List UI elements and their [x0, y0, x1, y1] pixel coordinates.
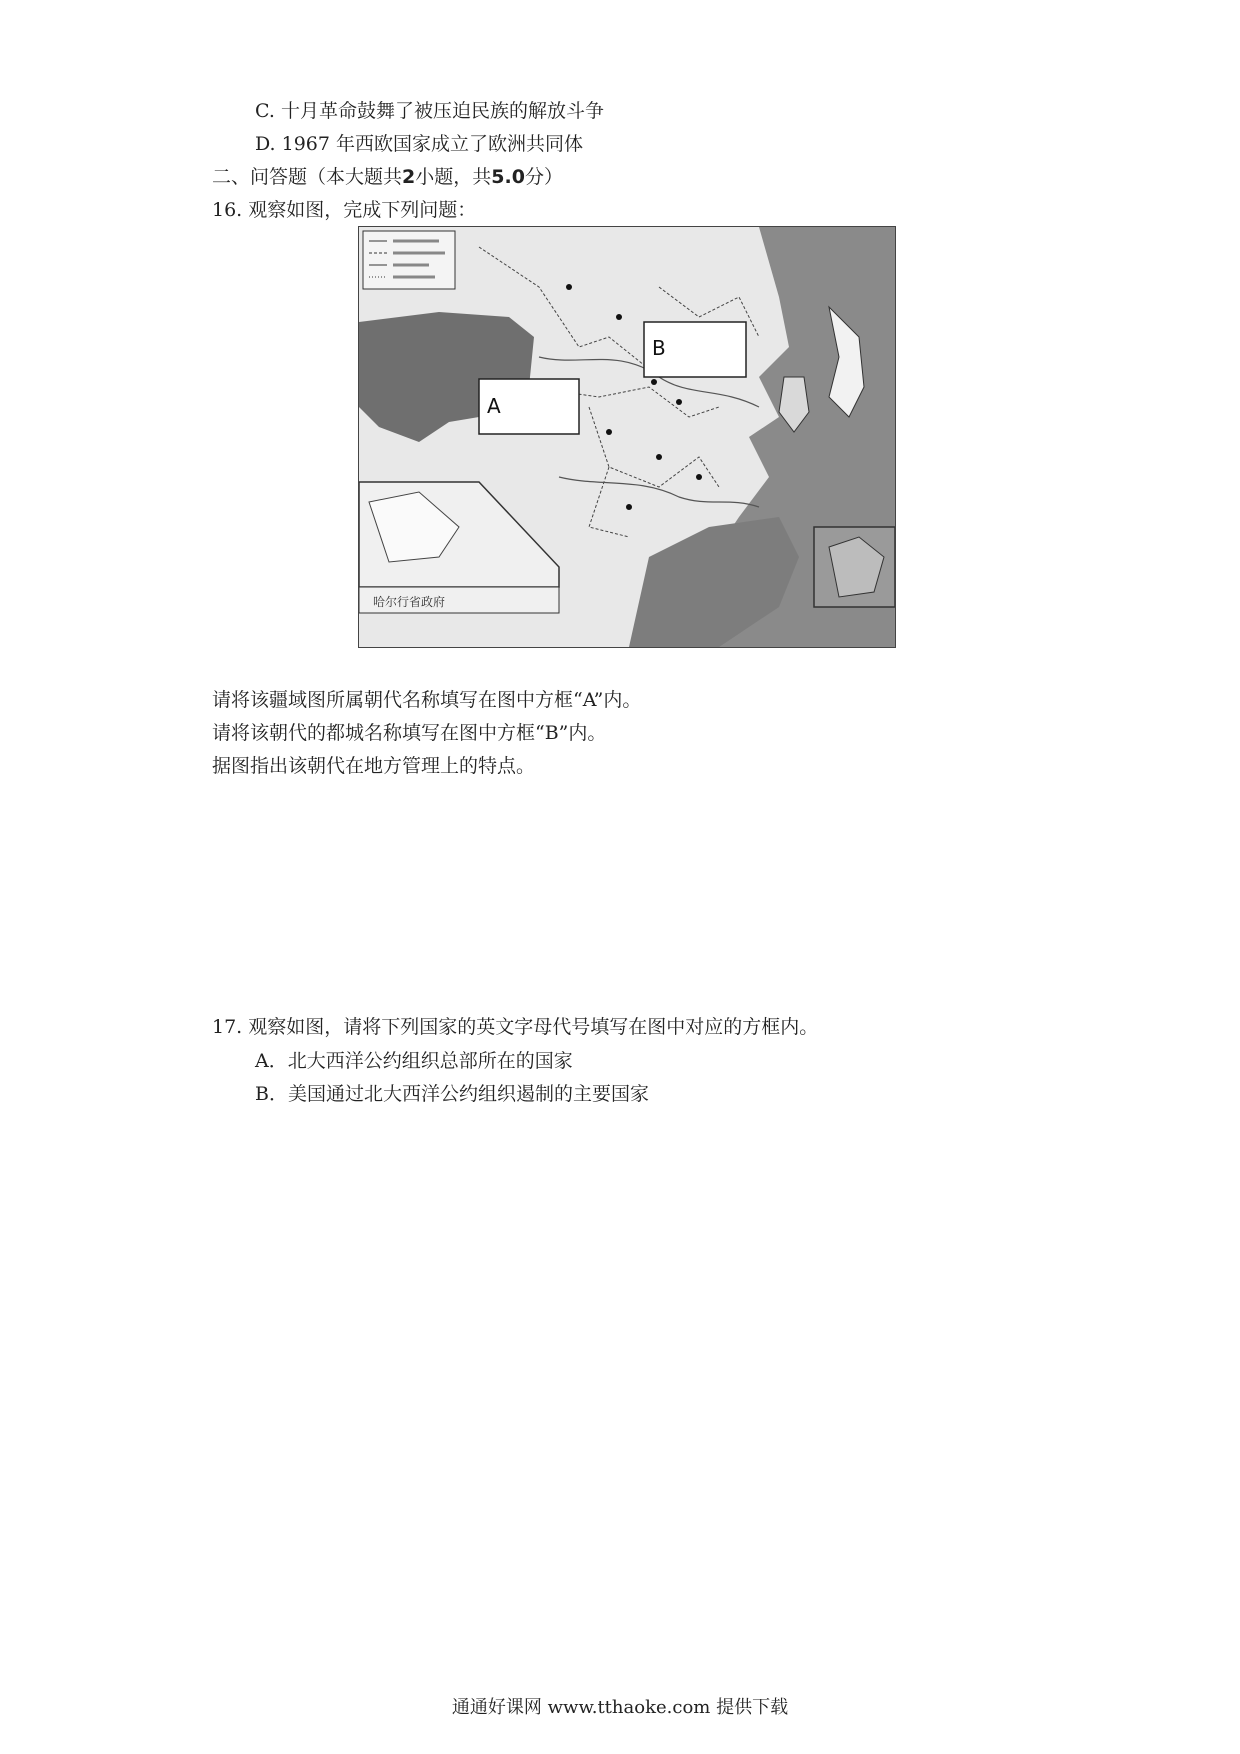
section-title-prefix: 二、问答题（本大题共 [212, 166, 403, 188]
q16-subq-2: 请将该朝代的都城名称填写在图中方框“B”内。 [212, 722, 607, 744]
section-count: 2 [402, 166, 416, 188]
inset-caption: 哈尔行省政府 [373, 595, 446, 609]
box-b-label: B [652, 336, 666, 360]
q16-subq-3: 据图指出该朝代在地方管理上的特点。 [212, 755, 536, 777]
section-title [212, 165, 563, 189]
dynasty-territory-map [358, 226, 896, 648]
section-title-suffix: 分） [524, 166, 563, 188]
q17-option-b: B．美国通过北大西洋公约组织遏制的主要国家 [255, 1083, 649, 1105]
q16-stem: 16. 观察如图，完成下列问题： [212, 199, 477, 221]
box-a-label: A [487, 394, 501, 418]
q16-subq-1: 请将该疆域图所属朝代名称填写在图中方框“A”内。 [212, 689, 642, 711]
q17-option-a: A．北大西洋公约组织总部所在的国家 [255, 1050, 573, 1072]
option-d: D. 1967 年西欧国家成立了欧洲共同体 [255, 133, 584, 155]
section-score: 5.0 [491, 166, 525, 188]
page-footer: 通通好课网 www.tthaoke.com 提供下载 [451, 1697, 789, 1718]
option-c: C. 十月革命鼓舞了被压迫民族的解放斗争 [255, 100, 604, 122]
section-title-mid: 小题，共 [415, 166, 492, 188]
q17-stem: 17. 观察如图，请将下列国家的英文字母代号填写在图中对应的方框内。 [212, 1016, 819, 1038]
